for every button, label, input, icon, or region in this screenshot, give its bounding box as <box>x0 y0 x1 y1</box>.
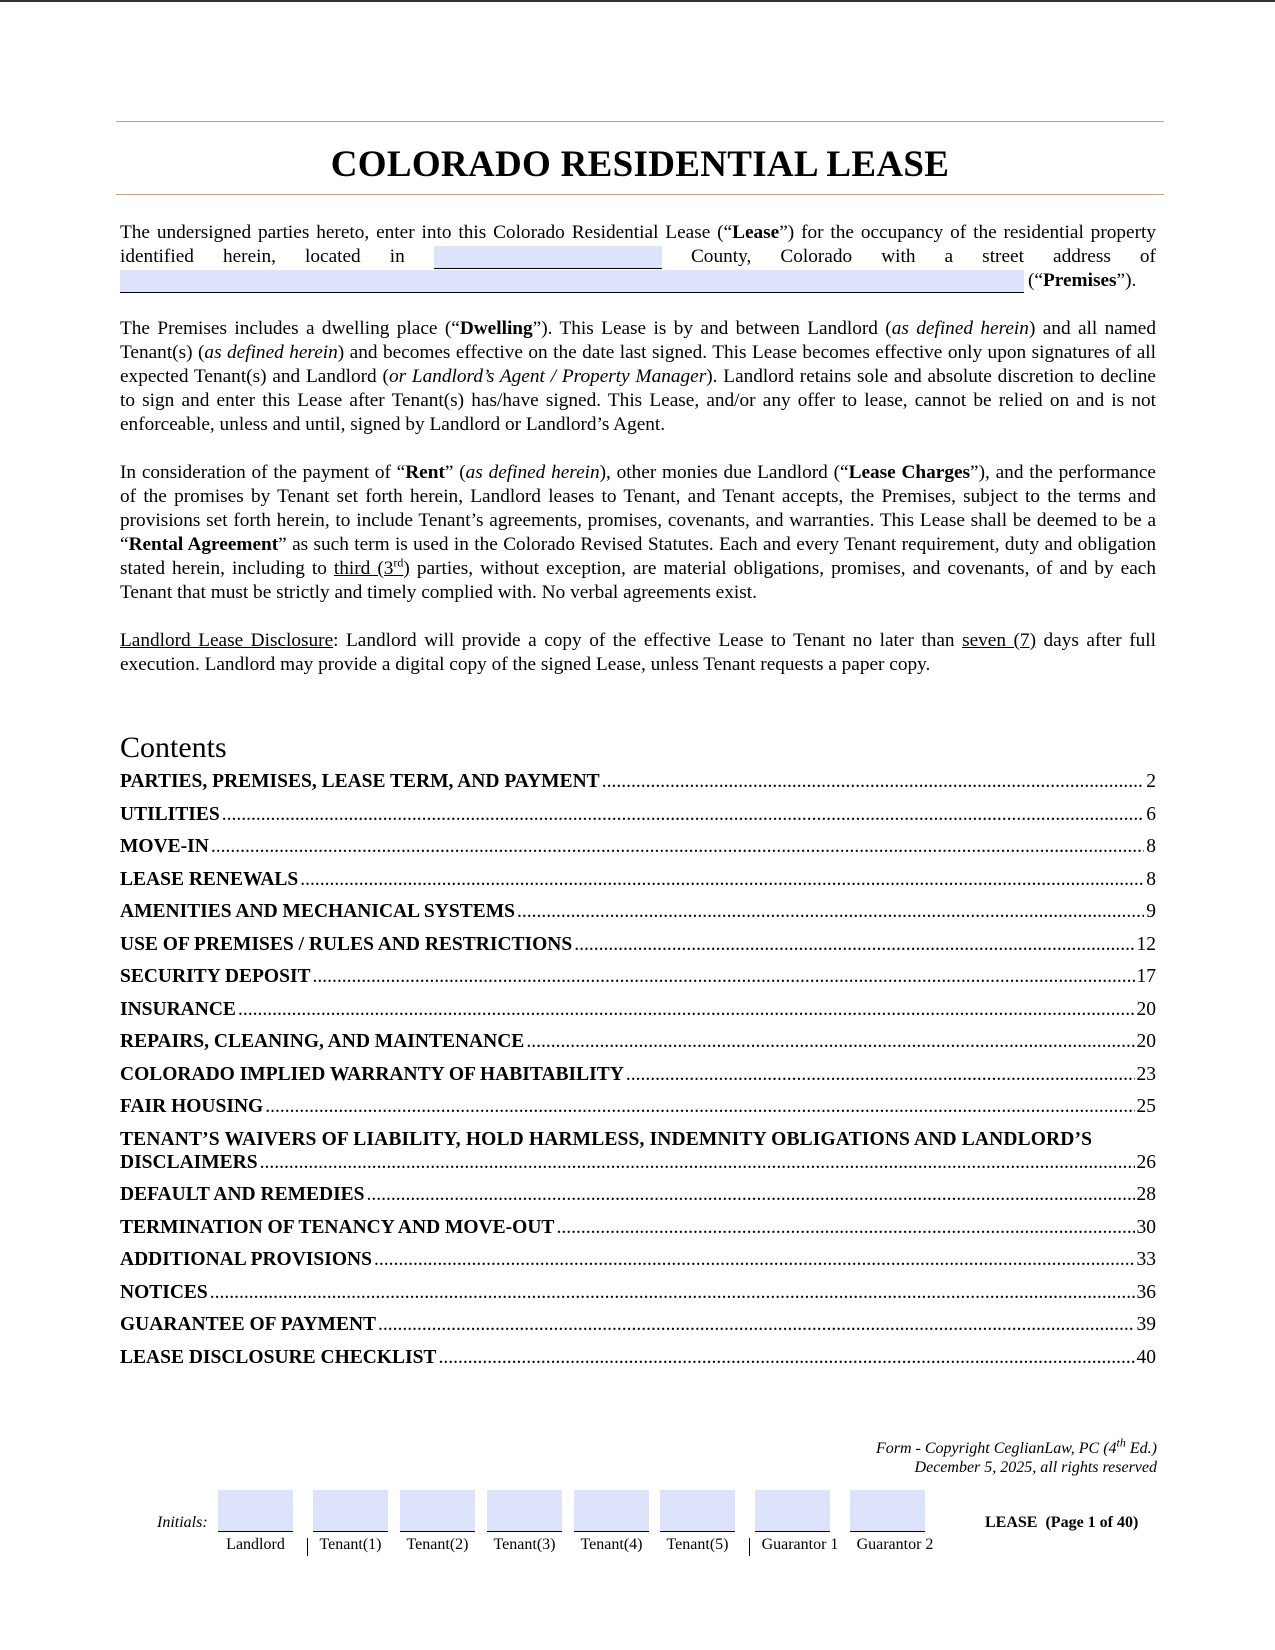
toc-leader-dots <box>517 900 1144 923</box>
toc-page-number: 20 <box>1136 1031 1156 1052</box>
term-rental-agreement: Rental Agreement <box>128 534 279 555</box>
text: The Premises includes a dwelling place (“ <box>120 318 460 339</box>
term-lease: Lease <box>732 222 780 243</box>
text-italic: or Landlord’s Agent / Property Manager <box>388 366 707 387</box>
toc-leader-dots <box>626 1063 1135 1086</box>
toc-leader-dots <box>526 1030 1134 1053</box>
toc-leader-dots <box>378 1313 1134 1336</box>
toc-leader-dots <box>265 1095 1134 1118</box>
toc-entry-label: AMENITIES AND MECHANICAL SYSTEMS <box>120 901 515 922</box>
toc-entry-label: DEFAULT AND REMEDIES <box>120 1184 365 1205</box>
toc-leader-dots <box>260 1151 1135 1174</box>
toc-entry-label: USE OF PREMISES / RULES AND RESTRICTIONS <box>120 933 573 955</box>
toc-entry[interactable] <box>120 770 1156 793</box>
initials-guarantor2-label: Guarantor 2 <box>856 1536 934 1553</box>
term-rent: Rent <box>405 462 445 483</box>
county-field[interactable] <box>434 246 662 269</box>
initials-tenant2-field[interactable] <box>400 1490 475 1532</box>
seven-days: seven (7) <box>962 630 1036 651</box>
toc-entry-label: DISCLAIMERS <box>120 1151 258 1173</box>
toc-page-number: 25 <box>1136 1096 1156 1117</box>
toc-entry[interactable] <box>120 1216 1156 1239</box>
initials-tenant2-label: Tenant(2) <box>406 1536 469 1553</box>
toc-entry[interactable] <box>120 933 1156 956</box>
toc-page-number: 39 <box>1136 1314 1156 1335</box>
toc-page-number: 36 <box>1136 1281 1156 1303</box>
toc-entry[interactable] <box>120 1030 1156 1053</box>
toc-entry-label: LEASE DISCLOSURE CHECKLIST <box>120 1346 437 1368</box>
toc-entry-label: FAIR HOUSING <box>120 1096 264 1117</box>
initials-tenant3-label: Tenant(3) <box>493 1536 556 1553</box>
text: third (3 <box>333 558 394 579</box>
toc-entry-label: ADDITIONAL PROVISIONS <box>120 1249 372 1270</box>
toc-entry[interactable] <box>120 1313 1156 1336</box>
title-rule-bottom <box>116 194 1164 195</box>
intro-text: (“ <box>1028 270 1043 291</box>
intro-text: The undersigned parties hereto, enter into this Colorado Residential Lease (“ <box>120 222 733 243</box>
window-top-border <box>0 0 1275 2</box>
toc-entry-label: PARTIES, PREMISES, LEASE TERM, AND PAYMENT <box>120 771 600 792</box>
third-parties <box>333 555 410 579</box>
text: ” ( <box>444 462 466 483</box>
paragraph-3 <box>120 461 1156 605</box>
intro-text: County, Colorado with a street address of <box>690 246 1156 267</box>
superscript: th <box>1116 1435 1126 1450</box>
toc-leader-dots <box>313 965 1135 988</box>
toc-page-number: 33 <box>1136 1249 1156 1270</box>
superscript: rd <box>393 555 404 570</box>
toc-page-number: 30 <box>1136 1216 1156 1238</box>
toc-entry[interactable] <box>120 1346 1156 1369</box>
toc-entry[interactable] <box>120 965 1156 988</box>
toc-entry[interactable] <box>120 868 1156 891</box>
initials-tenant5-field[interactable] <box>660 1490 735 1532</box>
intro-text: ”) for the occupancy of the residential property identified herein, located in <box>120 222 1156 267</box>
toc-entry-label: MOVE-IN <box>120 836 209 857</box>
toc-entry[interactable] <box>120 1128 1156 1174</box>
copyright-date: December 5, 2025, all rights reserved <box>914 1459 1157 1476</box>
toc-entry-label: SECURITY DEPOSIT <box>120 966 311 987</box>
disclosure-heading: Landlord Lease Disclosure <box>120 630 334 651</box>
initials-tenant3-field[interactable] <box>487 1490 562 1532</box>
contents-heading: Contents <box>120 731 227 764</box>
text: ” as such term is used in the Colorado Revised Statutes. Each and every Tenant requirement, duty and obligation stated herein, including to <box>120 534 1156 579</box>
toc-leader-dots <box>238 998 1135 1021</box>
page-title: COLORADO RESIDENTIAL LEASE <box>330 144 950 185</box>
text: : Landlord will provide a copy of the effective Lease to Tenant no later than <box>333 630 963 651</box>
paragraph-4 <box>120 629 1156 677</box>
intro-paragraph <box>120 221 1156 293</box>
paragraph-2 <box>120 317 1156 437</box>
toc-entry[interactable] <box>120 1095 1156 1118</box>
intro-text: ”). <box>1116 270 1137 291</box>
term-premises: Premises <box>1042 270 1117 291</box>
text: ) <box>403 558 410 579</box>
toc-entry-label: COLORADO IMPLIED WARRANTY OF HABITABILITY <box>120 1063 624 1085</box>
title-rule-top <box>116 121 1164 122</box>
toc-leader-dots <box>574 933 1134 956</box>
table-of-contents <box>120 770 1156 1378</box>
toc-leader-dots <box>210 1281 1135 1304</box>
initials-tenant4-field[interactable] <box>574 1490 649 1532</box>
toc-entry[interactable] <box>120 998 1156 1021</box>
initials-tenant1-field[interactable] <box>313 1490 388 1532</box>
initials-label: Initials: <box>157 1514 208 1531</box>
initials-guarantor1-field[interactable] <box>755 1490 830 1532</box>
term-lease-charges: Lease Charges <box>848 462 971 483</box>
copyright-notice <box>875 1435 1157 1477</box>
toc-page-number: 9 <box>1146 901 1156 922</box>
toc-entry-label: TENANT’S WAIVERS OF LIABILITY, HOLD HARMLESS, INDEMNITY OBLIGATIONS AND LANDLORD’S <box>120 1128 1093 1150</box>
copyright-text: Form - Copyright CeglianLaw, PC (4 <box>875 1440 1117 1457</box>
toc-entry-label: REPAIRS, CLEANING, AND MAINTENANCE <box>120 1031 525 1052</box>
toc-page-number: 28 <box>1136 1184 1156 1205</box>
toc-entry[interactable] <box>120 1063 1156 1086</box>
toc-entry-label: LEASE RENEWALS <box>120 868 299 890</box>
toc-entry-label: TERMINATION OF TENANCY AND MOVE-OUT <box>120 1216 555 1238</box>
toc-leader-dots <box>211 835 1144 858</box>
toc-entry[interactable] <box>120 1248 1156 1271</box>
toc-entry[interactable] <box>120 900 1156 923</box>
toc-page-number: 26 <box>1136 1151 1156 1173</box>
initials-tenant4-label: Tenant(4) <box>580 1536 643 1553</box>
toc-entry[interactable] <box>120 803 1156 826</box>
text: ) and all named Tenant(s) ( <box>120 318 1157 363</box>
text-italic: as defined herein <box>891 318 1029 339</box>
toc-leader-dots <box>374 1248 1135 1271</box>
text-italic: as defined herein <box>465 462 600 483</box>
toc-leader-dots <box>602 770 1145 793</box>
text: ) and becomes effective on the date last signed. This Lease becomes effective only upon signatures of all expected Tenant(s) and Landlord ( <box>120 342 1157 387</box>
toc-entry[interactable] <box>120 1183 1156 1206</box>
toc-leader-dots <box>556 1216 1134 1239</box>
term-dwelling: Dwelling <box>459 318 533 339</box>
toc-page-number: 2 <box>1146 771 1156 792</box>
toc-entry[interactable] <box>120 1281 1156 1304</box>
text: days after full execution. Landlord may provide a digital copy of the signed Lease, unless Tenant requests a paper copy. <box>120 630 1156 675</box>
toc-page-number: 40 <box>1136 1346 1156 1368</box>
initials-guarantor2-field[interactable] <box>850 1490 925 1532</box>
toc-page-number: 8 <box>1146 868 1156 890</box>
toc-leader-dots <box>367 1183 1135 1206</box>
text: ). Landlord retains sole and absolute discretion to decline to sign and enter this Lease after Tenant(s) has/have signed. This Lease, and/or any offer to lease, cannot be relied on and is not enforceable, unless and until, signed by Landlord or Landlord’s Agent. <box>120 366 1156 435</box>
initials-landlord-label: Landlord <box>226 1536 285 1553</box>
toc-page-number: 12 <box>1136 933 1156 955</box>
initials-tenant5-label: Tenant(5) <box>666 1536 729 1553</box>
premises-label <box>1028 269 1136 293</box>
street-address-field[interactable] <box>120 270 1024 293</box>
toc-entry-label: UTILITIES <box>120 803 220 825</box>
toc-page-number: 17 <box>1136 966 1156 987</box>
initials-separator <box>307 1538 308 1556</box>
toc-entry-label: INSURANCE <box>120 998 236 1020</box>
toc-page-number: 8 <box>1146 836 1156 857</box>
toc-leader-dots <box>222 803 1145 826</box>
text: ”). This Lease is by and between Landlord ( <box>532 318 892 339</box>
toc-page-number: 20 <box>1136 998 1156 1020</box>
initials-guarantor1-label: Guarantor 1 <box>761 1536 839 1553</box>
toc-entry-label: NOTICES <box>120 1281 208 1303</box>
toc-page-number: 23 <box>1136 1063 1156 1085</box>
toc-entry[interactable] <box>120 835 1156 858</box>
page-number: LEASE (Page 1 of 40) <box>985 1514 1139 1531</box>
text: In consideration of the payment of “ <box>120 462 406 483</box>
initials-landlord-field[interactable] <box>218 1490 293 1532</box>
initials-tenant1-label: Tenant(1) <box>319 1536 382 1553</box>
toc-entry-label: GUARANTEE OF PAYMENT <box>120 1314 377 1335</box>
text: ), other monies due Landlord (“ <box>599 462 849 483</box>
toc-leader-dots <box>300 868 1144 891</box>
toc-page-number: 6 <box>1146 803 1156 825</box>
copyright-text: Ed.) <box>1125 1440 1157 1457</box>
text-italic: as defined herein <box>204 342 338 363</box>
text: ”), and the performance of the promises by Tenant set forth herein, Landlord leases to Tenant, and Tenant accepts, the Premises, subject to the terms and provisions set forth herein, to include Tenant’s agreements, promises, covenants, and warranties. This Lease shall be deemed to be a “ <box>120 462 1156 555</box>
initials-separator <box>749 1538 750 1556</box>
toc-leader-dots <box>438 1346 1134 1369</box>
text: parties, without exception, are material obligations, promises, and covenants, of and by each Tenant that must be strictly and timely complied with. No verbal agreements exist. <box>120 558 1156 603</box>
